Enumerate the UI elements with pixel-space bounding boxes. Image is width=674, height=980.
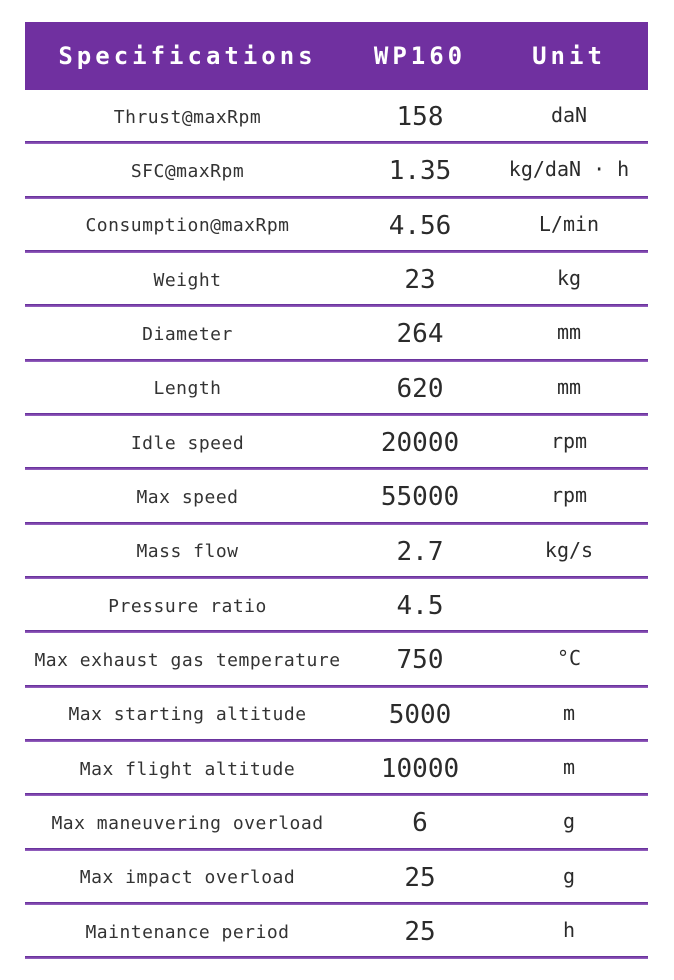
spec-value: 4.5 [396,591,444,622]
spec-unit: L/min [538,211,600,236]
spec-value: 750 [396,645,444,676]
spec-label: Max starting altitude [68,704,307,726]
spec-label: Max flight altitude [79,758,296,780]
table-row [25,851,648,905]
table-row [25,470,648,524]
spec-unit: g [562,809,576,834]
spec-label: Max impact overload [79,867,296,889]
spec-unit: daN [550,103,588,128]
spec-label: Thrust@maxRpm [113,106,262,128]
header-model-wp160: WP160 [373,42,467,70]
spec-unit: rpm [550,429,588,454]
table-row [25,90,648,144]
spec-label: Pressure ratio [108,595,267,617]
spec-value: 6 [412,808,428,839]
table-row [25,742,648,796]
spec-value: 620 [396,373,444,404]
spec-value: 55000 [380,482,460,513]
spec-unit: m [562,700,576,725]
spec-label: Maintenance period [85,921,290,943]
spec-unit: mm [556,320,582,345]
spec-unit: kg/s [544,537,594,562]
spec-value: 20000 [380,428,460,459]
spec-value: 2.7 [396,536,444,567]
spec-value: 25 [404,862,436,893]
specifications-table [25,22,648,959]
spec-label: Consumption@maxRpm [85,215,290,237]
table-header-row [25,22,648,90]
spec-unit: h [562,918,576,943]
header-specifications: Specifications [58,42,317,70]
table-row [25,362,648,416]
spec-label: Diameter [142,323,233,345]
table-row [25,253,648,307]
table-row [25,905,648,959]
spec-value: 4.56 [388,210,452,241]
spec-value: 1.35 [388,156,452,187]
spec-unit: °C [556,646,582,671]
table-row [25,144,648,198]
spec-label: Mass flow [136,541,239,563]
spec-label: Weight [153,269,222,291]
spec-label: SFC@maxRpm [130,160,245,182]
spec-label: Max maneuvering overload [51,812,324,834]
spec-value: 23 [404,265,436,296]
spec-unit: kg [556,266,582,291]
table-row [25,688,648,742]
header-unit: Unit [532,42,606,70]
spec-unit: kg/daN · h [508,157,630,182]
spec-unit: m [562,755,576,780]
spec-unit: g [562,863,576,888]
spec-label: Length [153,378,222,400]
spec-unit: mm [556,374,582,399]
table-row [25,525,648,579]
spec-value: 25 [404,917,436,948]
table-row [25,199,648,253]
spec-label: Max speed [136,486,239,508]
spec-label: Max exhaust gas temperature [34,649,341,671]
spec-label: Idle speed [130,432,245,454]
spec-unit: rpm [550,483,588,508]
spec-value: 264 [396,319,444,350]
table-row [25,307,648,361]
spec-value: 10000 [380,754,460,785]
table-row [25,633,648,687]
spec-value: 5000 [388,699,452,730]
table-row [25,579,648,633]
table-row [25,416,648,470]
table-row [25,796,648,850]
spec-value: 158 [396,102,444,133]
